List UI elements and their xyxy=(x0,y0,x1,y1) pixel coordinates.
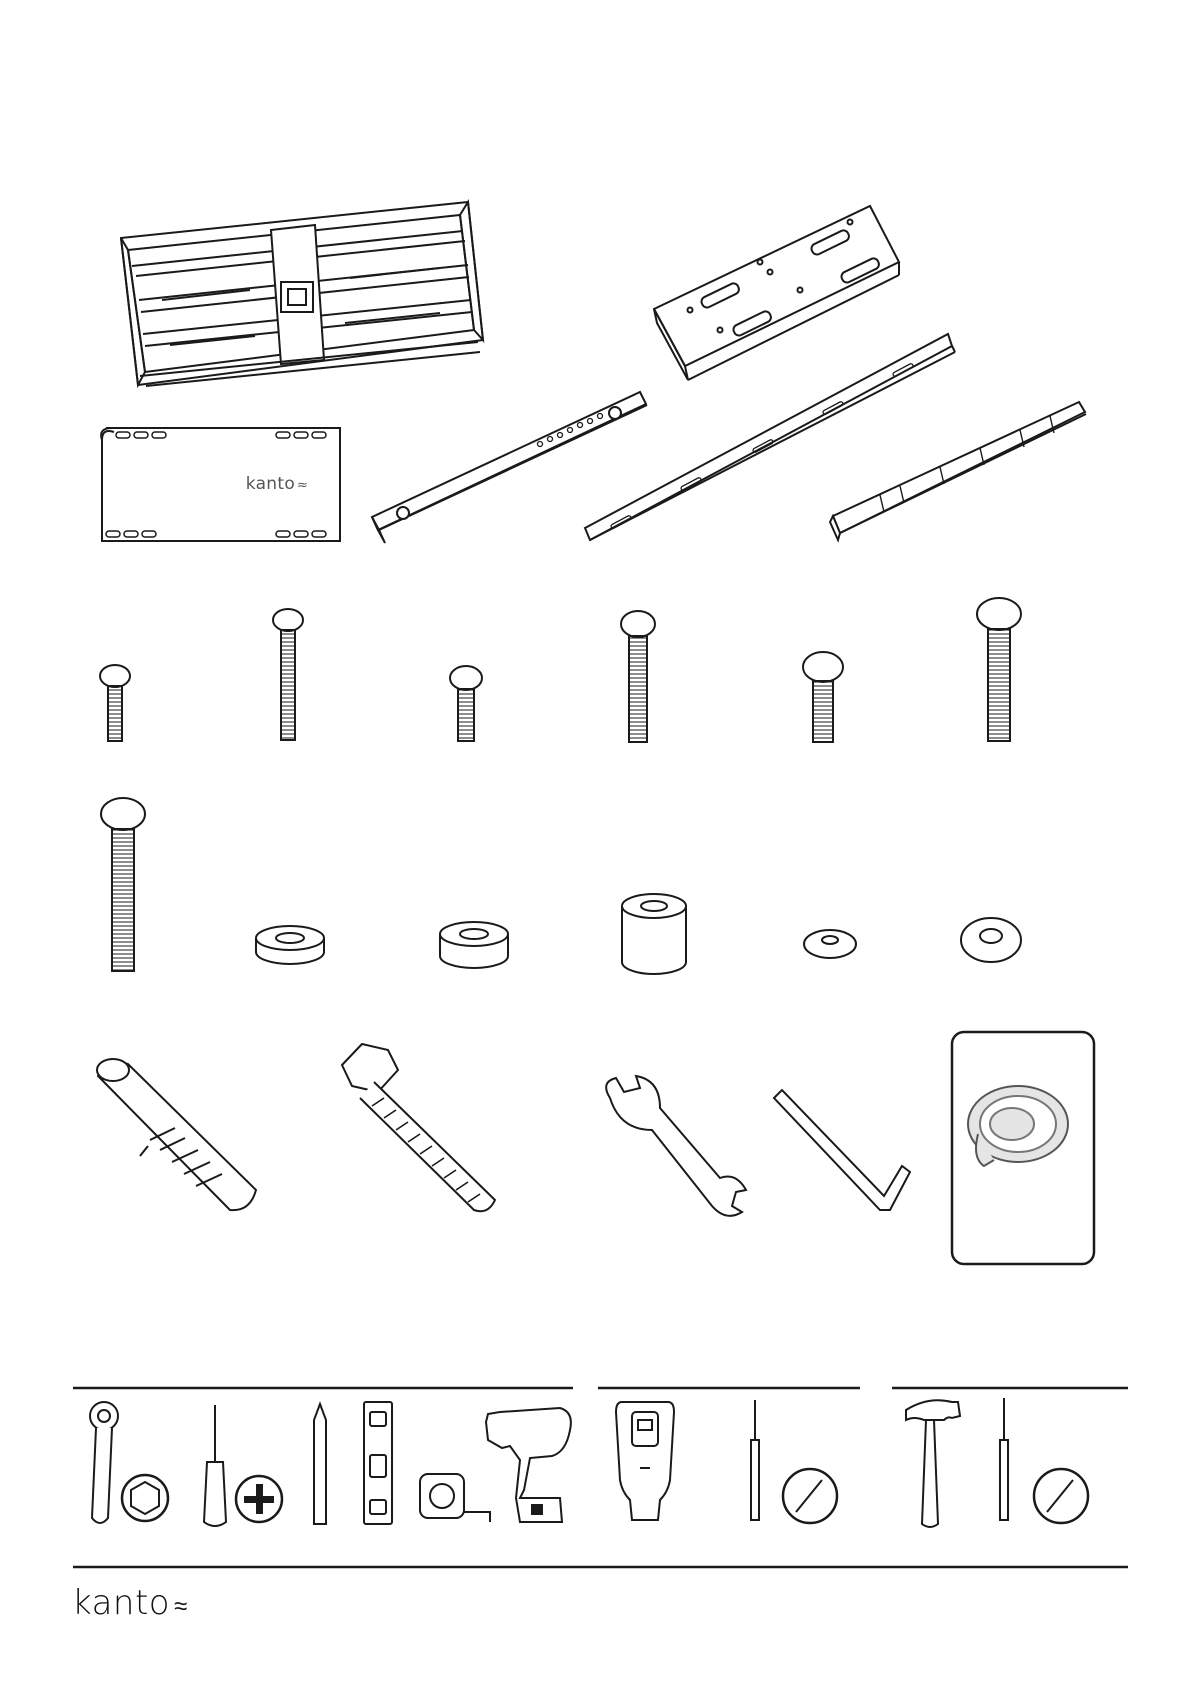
tape-measure-icon xyxy=(420,1474,490,1522)
tape-roll-box xyxy=(952,1032,1094,1264)
hammer-icon xyxy=(906,1400,960,1527)
phillips-screwdriver-icon xyxy=(204,1405,226,1526)
washer-large xyxy=(961,918,1021,962)
masonry-bit-icon xyxy=(1000,1398,1008,1520)
socket-wrench-icon xyxy=(90,1402,118,1523)
stud-finder-icon xyxy=(616,1402,674,1520)
wall-anchor xyxy=(97,1059,256,1210)
brand-mark-icon: ≈ xyxy=(297,478,309,493)
hardware-row-3 xyxy=(97,1032,1094,1264)
general-tools xyxy=(90,1402,571,1526)
wood-stud-tools xyxy=(616,1400,837,1523)
lag-bolt xyxy=(342,1044,495,1211)
phillips-head-icon xyxy=(236,1476,282,1522)
spacer-tall xyxy=(622,894,686,974)
hex-key xyxy=(774,1090,910,1210)
spacer-thin xyxy=(256,926,324,964)
bolt-f xyxy=(977,598,1021,741)
open-end-wrench xyxy=(606,1076,746,1216)
hex-socket-icon xyxy=(122,1475,168,1521)
drill-diameter-icon xyxy=(783,1469,837,1523)
bolt-c xyxy=(450,666,482,741)
power-drill-icon xyxy=(486,1408,571,1522)
level-icon xyxy=(364,1402,392,1524)
spacer-medium xyxy=(440,922,508,968)
footer-brand-name: kanto xyxy=(72,1583,171,1623)
tv-plate xyxy=(654,206,899,380)
pencil-icon xyxy=(314,1404,326,1524)
masonry-diameter-icon xyxy=(1034,1469,1088,1523)
wall-plate-assembly xyxy=(121,202,483,386)
cable-cover xyxy=(830,402,1086,540)
footer-brand-mark-icon: ≈ xyxy=(174,1592,188,1620)
concrete-tools xyxy=(906,1398,1088,1527)
bolt-e xyxy=(803,652,843,742)
long-rail xyxy=(585,334,955,540)
bolt-b xyxy=(273,609,303,740)
bolt-g xyxy=(101,798,145,971)
washer-small xyxy=(804,930,856,958)
bolt-d xyxy=(621,611,655,742)
hardware-row-2 xyxy=(101,798,1021,974)
hardware-row-1 xyxy=(100,598,1021,742)
bolt-a xyxy=(100,665,130,741)
template-brand xyxy=(226,474,328,494)
footer-logo xyxy=(72,1583,188,1623)
drill-bit-icon xyxy=(751,1400,759,1520)
template-brand-text: kanto xyxy=(245,474,296,494)
